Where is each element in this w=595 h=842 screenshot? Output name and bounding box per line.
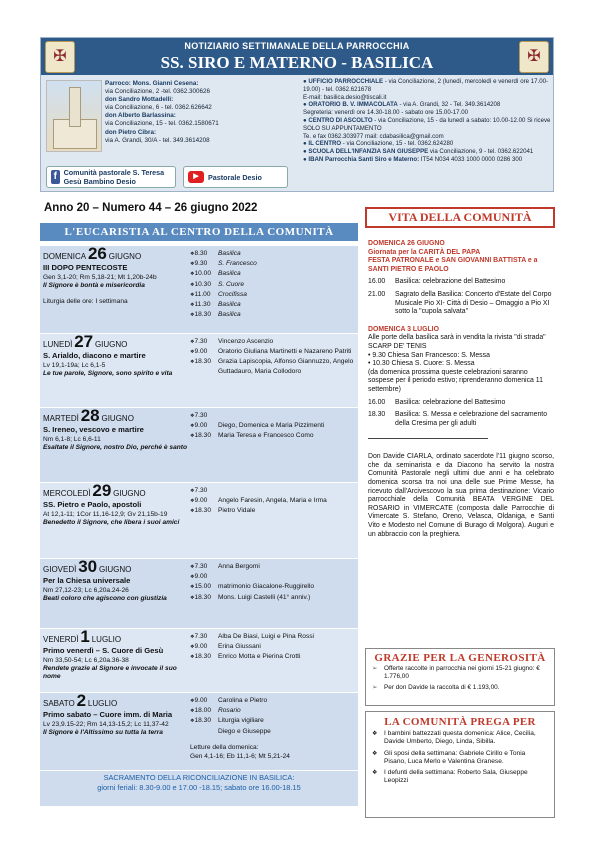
- diamond-bullet-icon: ❖: [372, 750, 378, 757]
- mass-time: ❖ 9.00: [190, 572, 218, 582]
- mass-time: ❖ 18.00: [190, 706, 218, 716]
- sunday-readings-title: Letture della domenica:: [190, 743, 259, 751]
- generosity-item: ➢ Offerte raccolte in parrocchia nei giorni 15-21 giugno: € 1.776,00: [372, 665, 540, 681]
- vita-event: 16.00 Basilica: celebrazione del Battesimo: [368, 278, 506, 286]
- mass-time: ❖ 9.00: [190, 696, 218, 706]
- vita-bullet: • 9.30 Chiesa San Francesco: S. Messa: [368, 351, 490, 359]
- day-info: [40, 483, 190, 531]
- basilica-photo: [46, 80, 102, 152]
- mass-intention: Rosario: [218, 707, 241, 715]
- mass-time: ❖ 15.00: [190, 582, 218, 592]
- mass-item: [190, 582, 358, 592]
- vita-event: 18.30 Basilica: S. Messa e celebrazione del sacramento della Cresima per gli adulti: [368, 411, 548, 427]
- mass-schedule: [40, 246, 358, 806]
- mass-intention: Grazia Lapiscopia, Alfonso Giannuzzo, Angelo Guttadauro, Maria Collodoro: [218, 358, 354, 375]
- mass-item: [190, 727, 358, 737]
- prayer-item: ❖ Gli sposi della settimana: Gabriele Cirillo e Tonia Pisano, Luca Merlo e Valentina Granese.: [372, 749, 526, 765]
- office-item: Te. e fax 0362.303977 mail: cdabasilica@gmail.com: [303, 132, 444, 140]
- mass-time: ❖ 7.30: [190, 562, 218, 572]
- day-antiphon: Rendete grazie al Signore e invocate il suo nome: [43, 664, 177, 681]
- day-feast: S. Arialdo, diacono e martire: [43, 351, 146, 361]
- mass-intention: Basilica: [218, 250, 241, 257]
- prayer-title: LA COMUNITÀ PREGA PER: [384, 716, 536, 728]
- mass-time: ❖ 18.30: [190, 357, 218, 375]
- vita-section: [368, 240, 554, 539]
- mass-time: ❖ 11.00: [190, 290, 218, 300]
- vita-heading-sunday: DOMENICA 26 GIUGNO: [368, 240, 445, 247]
- vita-paragraph: Alle porte della basilica sarà in vendita la rivista "di strada" SCARP DE' TENIS: [368, 334, 546, 350]
- diamond-bullet-icon: ❖: [372, 731, 378, 737]
- mass-item: [190, 652, 358, 662]
- mass-intention: S. Cuore: [218, 280, 245, 288]
- facebook-link[interactable]: [46, 166, 176, 188]
- day-readings: Nm 27,12-23; Lc 6,20a.24-26: [43, 586, 129, 594]
- eucharist-title: L'EUCARISTIA AL CENTRO DELLA COMUNITÀ: [40, 223, 358, 241]
- issue-line: Anno 20 – Numero 44 – 26 giugno 2022: [44, 202, 258, 214]
- mass-time: ❖ 8.30: [190, 249, 218, 259]
- mass-item: [190, 249, 358, 259]
- day-row: [40, 693, 358, 771]
- vita-event: 16.00 Basilica: celebrazione del Battesimo: [368, 398, 506, 406]
- mass-intention: Alba De Biasi, Luigi e Pina Rossi: [218, 633, 315, 640]
- day-info: [40, 559, 190, 607]
- day-antiphon: Il Signore è l'Altissimo su tutta la terra: [43, 728, 163, 736]
- church-tower-shape: [69, 87, 81, 127]
- day-antiphon: Beati coloro che agiscono con giustizia: [43, 594, 167, 602]
- day-info: [40, 334, 190, 382]
- mass-list: [190, 337, 358, 376]
- mass-intention: Crocifissa: [218, 290, 247, 298]
- mass-item: [190, 347, 358, 357]
- diamond-bullet-icon: ❖: [372, 770, 378, 777]
- day-feast: SS. Pietro e Paolo, apostoli: [43, 500, 142, 510]
- day-readings: Lv 23,9.15-22; Rm 14,13-15,2; Lc 11,37-42: [43, 720, 169, 728]
- office-item: ● CENTRO DI ASCOLTO - via Conciliazione, 15 - da lunedì a sabato: 10.00-12.00 Si riceve SOLO SU APPUNTAMENTO: [303, 116, 551, 132]
- day-feast: Primo sabato – Cuore imm. di Maria: [43, 710, 173, 720]
- day-feast: III DOPO PENTECOSTE: [43, 263, 128, 273]
- mass-time: ❖ 9.00: [190, 347, 218, 357]
- mass-time: ❖ 7.30: [190, 337, 218, 347]
- day-readings: Nm 33,50-54; Lc 6,20a.36-38: [43, 656, 129, 664]
- facebook-icon: f: [51, 170, 60, 184]
- reconciliation-times: giorni feriali: 8.30-9.00 e 17.00 -18.15; sabato ore 16.00-18.15: [97, 783, 301, 792]
- generosity-title: GRAZIE PER LA GENEROSITÀ: [374, 652, 546, 664]
- mass-intention: Mons. Luigi Castelli (41° anniv.): [218, 593, 311, 601]
- day-info: [40, 693, 190, 741]
- day-month: GIUGNO: [113, 489, 146, 498]
- day-name: GIOVEDÌ: [43, 565, 77, 574]
- mass-intention: Diego, Domenica e Maria Pizzimenti: [218, 422, 325, 430]
- day-number: 27: [74, 332, 94, 351]
- day-name: VENERDÌ: [43, 635, 79, 644]
- clergy-list: [105, 80, 293, 145]
- right-crest-icon: ✠: [519, 41, 549, 73]
- day-name: LUNEDÌ: [43, 340, 73, 349]
- reconciliation-info: [40, 773, 358, 793]
- mass-list: [190, 562, 358, 603]
- prayer-item: ❖ I defunti della settimana: Roberto Sala, Giuseppe Leopizzi: [372, 769, 528, 785]
- mass-item: [190, 421, 358, 431]
- generosity-box: [365, 648, 555, 706]
- mass-time: ❖ 9.30: [190, 259, 218, 269]
- header-title: SS. SIRO E MATERNO - BASILICA: [160, 53, 434, 72]
- day-number: 28: [80, 406, 100, 425]
- mass-intention: Carolina e Pietro: [218, 697, 268, 704]
- mass-time: ❖ 7.30: [190, 486, 218, 496]
- mass-time: ❖ 9.00: [190, 642, 218, 652]
- clergy-item: don Pietro Cibra: via A. Grandi, 30/A - tel. 349.3614208: [105, 128, 210, 144]
- day-month: GIUGNO: [94, 340, 128, 349]
- mass-item: [190, 269, 358, 279]
- day-readings: At 12,1-11; 1Cor 11,16-12,9; Gv 21,15b-19: [43, 510, 168, 518]
- mass-time: ❖ 18.30: [190, 593, 218, 603]
- mass-item: [190, 696, 358, 706]
- day-note: Liturgia delle ore: I settimana: [43, 298, 128, 306]
- mass-intention: Vincenzo Ascenzio: [218, 338, 274, 345]
- mass-time: ❖ 10.00: [190, 269, 218, 279]
- mass-intention: Erina Giussani: [218, 643, 261, 651]
- vita-heading-july: DOMENICA 3 LUGLIO: [368, 325, 439, 333]
- mass-item: [190, 642, 358, 652]
- mass-intention: Oratorio Giuliana Martinetti e Nazareno Patriti: [218, 348, 352, 356]
- youtube-link[interactable]: [183, 166, 288, 188]
- ciarla-notice: Don Davide CIARLA, ordinato sacerdote l'11 giugno scorso, che da seminarista e da Diacono ha servito la nostra Comunità Pastorale negli ultimi due anni e ha celebrato domenica scorsa tra noi una delle sue Prime Messe, ha ricevuto dall'Arcivescovo la sua prima destinazione: Vicario parrocchiale della Comunità BEATA VERGINE DEL ROSARIO in VIMERCATE (composta dalle Parrocchie di Vimercate S. Stefano, Oreno, Velasca, Oldaniga, e Santi Vito e Modesto nel Comune di Burago di Molgora). Auguri e un abbraccio con la preghiera.: [368, 453, 554, 538]
- day-row: [40, 559, 358, 629]
- mass-time: ❖ 7.30: [190, 632, 218, 642]
- mass-item: [190, 300, 358, 310]
- day-antiphon: Le tue parole, Signore, sono spirito e vita: [43, 369, 173, 377]
- day-name: MERCOLEDÌ: [43, 489, 91, 498]
- header-subtitle: NOTIZIARIO SETTIMANALE DELLA PARROCCHIA: [184, 41, 410, 51]
- day-feast: Primo venerdì – S. Cuore di Gesù: [43, 646, 164, 656]
- prayer-box: [365, 711, 555, 818]
- office-email[interactable]: E-mail: basilica.desio@tiscali.it: [303, 93, 387, 101]
- day-month: LUGLIO: [87, 699, 118, 708]
- office-item: ● SCUOLA DELL'INFANZIA SAN GIUSEPPE via Conciliazione, 9 - tel. 0362.622041: [303, 148, 534, 156]
- mass-item: [190, 290, 358, 300]
- day-number: 2: [76, 691, 87, 710]
- vita-event: 21.00 Sagrato della Basilica: Concerto d'Estate del Corpo Musicale Pio XI- Città di Desio – Omaggio a Pio XI sotto la "cupola salvata": [368, 290, 552, 316]
- day-row: [40, 334, 358, 408]
- day-number: 26: [87, 244, 107, 263]
- day-month: GIUGNO: [108, 252, 142, 261]
- mass-list: [190, 696, 358, 761]
- vita-title: VITA DELLA COMUNITÀ: [365, 207, 555, 228]
- clergy-item: Parroco: Mons. Gianni Cesena: via Conciliazione, 2 -tel. 0362.300626: [105, 80, 211, 96]
- offices-list: [303, 78, 551, 164]
- day-month: GIUGNO: [98, 565, 132, 574]
- mass-list: [190, 486, 358, 517]
- day-info: [40, 246, 190, 310]
- mass-intention: Angelo Faresin, Angela, Maria e Irma: [218, 497, 327, 505]
- mass-time: ❖ 10.30: [190, 280, 218, 290]
- office-item: ● IBAN Parrocchia Santi Siro e Materno: IT54 N034 4033 1000 0000 0286 300: [303, 155, 523, 163]
- sunday-readings-text: Gen 4,1-16; Eb 11,1-6; Mt 5,21-24: [190, 753, 290, 761]
- newsletter-header: [40, 37, 554, 192]
- header-banner: [41, 38, 553, 75]
- day-name: DOMENICA: [43, 252, 87, 261]
- day-month: GIUGNO: [101, 414, 134, 423]
- mass-intention: Basilica: [218, 301, 241, 309]
- mass-list: [190, 632, 358, 663]
- mass-time: ❖ 7.30: [190, 411, 218, 421]
- day-number: 30: [78, 557, 98, 576]
- office-item: ● UFFICIO PARROCCHIALE - via Conciliazione, 2 (lunedì, mercoledì e venerdì ore 17.00-19.00) - tel. 0362.621678: [303, 78, 549, 93]
- facebook-label: Comunità pastorale S. Teresa Gesù Bambino Desio: [63, 168, 165, 186]
- generosity-item: ➢ Per don Davide la raccolta di € 1.193,00.: [372, 683, 500, 691]
- day-feast: S. Ireneo, vescovo e martire: [43, 425, 144, 435]
- youtube-icon: ▶: [188, 171, 204, 183]
- day-feast: Per la Chiesa universale: [43, 576, 131, 586]
- day-month: LUGLIO: [91, 635, 122, 644]
- mass-list: [190, 249, 358, 320]
- day-number: 1: [80, 627, 90, 646]
- mass-intention: Enrico Motta e Pierina Crotti: [218, 653, 301, 661]
- day-antiphon: Il Signore è bontà e misericordia: [43, 281, 145, 289]
- prayer-item: ❖ I bambini battezzati questa domenica: Alice, Cecilia, Davide Umberto, Diego, Linda, Sibilla.: [372, 730, 536, 746]
- mass-intention: Maria Teresa e Francesco Como: [218, 432, 314, 440]
- mass-time: ❖ 9.00: [190, 421, 218, 431]
- mass-item: [190, 259, 358, 269]
- mass-item: [190, 411, 358, 421]
- reconciliation-title: SACRAMENTO DELLA RICONCILIAZIONE IN BASILICA:: [103, 773, 295, 782]
- mass-item: [190, 572, 358, 582]
- mass-item: [190, 337, 358, 347]
- left-crest-icon: ✠: [45, 41, 75, 73]
- clergy-item: don Alberto Barlassina: via Conciliazione, 15 - tel. 0362.1580671: [105, 112, 219, 128]
- vita-bullet: • 10.30 Chiesa S. Cuore: S. Messa: [368, 360, 475, 368]
- office-item: Segreteria: venerdì ore 14.30-18.00 - sabato ore 15.00-17.00: [303, 109, 468, 117]
- divider: [368, 438, 488, 439]
- mass-time: ❖ 9.00: [190, 496, 218, 506]
- vita-paragraph: (da domenica prossima queste celebrazioni saranno sospese per il periodo estivo; riprenderanno domenica 11 settembre): [368, 368, 543, 393]
- office-item: ● IL CENTRO - via Conciliazione, 15 - tel. 0362.624280: [303, 140, 454, 148]
- arrow-icon: ➢: [372, 665, 378, 672]
- sunday-readings: [190, 743, 358, 761]
- mass-item: [190, 496, 358, 506]
- mass-item: [190, 310, 358, 320]
- mass-time: ❖ 18.30: [190, 652, 218, 662]
- arrow-icon: ➢: [372, 683, 378, 691]
- mass-intention: Liturgia vigiliare: [218, 717, 264, 725]
- day-readings: Gen 3,1-20; Rm 5,18-21; Mt 1,20b-24b: [43, 273, 157, 281]
- mass-item: [190, 357, 358, 375]
- mass-item: [190, 706, 358, 716]
- office-item: ● ORATORIO B. V. IMMACOLATA - via A. Grandi, 32 - Tel. 349.3614208: [303, 101, 501, 109]
- mass-item: [190, 562, 358, 572]
- day-info: [40, 629, 190, 685]
- vita-heading-feast: FESTA PATRONALE e SAN GIOVANNI BATTISTA e a SANTI PIETRO E PAOLO: [368, 257, 538, 273]
- mass-intention: S. Francesco: [218, 260, 257, 268]
- day-info: [40, 408, 190, 456]
- mass-time: ❖ 18.30: [190, 431, 218, 441]
- day-antiphon: Esaltate il Signore, nostro Dio, perché è santo: [43, 443, 187, 451]
- mass-intention: Diego e Giuseppe: [218, 727, 271, 735]
- mass-item: [190, 280, 358, 290]
- youtube-label: Pastorale Desio: [208, 172, 262, 182]
- day-readings: Nm 6,1-8; Lc 6,6-11: [43, 435, 101, 443]
- mass-intention: Anna Bergomi: [218, 563, 260, 570]
- mass-intention: Pietro Vidale: [218, 507, 256, 515]
- mass-item: [190, 431, 358, 441]
- mass-list: [190, 411, 358, 442]
- day-row: [40, 408, 358, 483]
- day-name: SABATO: [43, 699, 75, 708]
- mass-intention: Basilica: [218, 311, 241, 319]
- clergy-item: don Sandro Mottadelli: via Conciliazione, 6 - tel. 0362.626642: [105, 96, 212, 112]
- mass-item: [190, 593, 358, 603]
- mass-item: [190, 632, 358, 642]
- day-number: 29: [92, 481, 112, 500]
- mass-item: [190, 506, 358, 516]
- day-name: MARTEDÌ: [43, 414, 79, 423]
- mass-item: [190, 716, 358, 726]
- day-row: [40, 246, 358, 334]
- mass-time: ❖ 11.30: [190, 300, 218, 310]
- day-row: [40, 629, 358, 693]
- day-row: [40, 483, 358, 559]
- mass-intention: matrimonio Giacalone-Ruggirello: [218, 583, 315, 591]
- mass-time: ❖ 18.30: [190, 506, 218, 516]
- vita-heading-pope-day: Giornata per la CARITÀ DEL PAPA: [368, 248, 481, 256]
- day-readings: Lv 19,1-19a; Lc 6,1-5: [43, 361, 106, 369]
- mass-intention: Basilica: [218, 270, 241, 278]
- mass-item: [190, 486, 358, 496]
- day-antiphon: Benedetto il Signore, che libera i suoi amici: [43, 518, 180, 526]
- mass-time: ❖ 18.30: [190, 716, 218, 726]
- mass-time: ❖ 18.30: [190, 310, 218, 320]
